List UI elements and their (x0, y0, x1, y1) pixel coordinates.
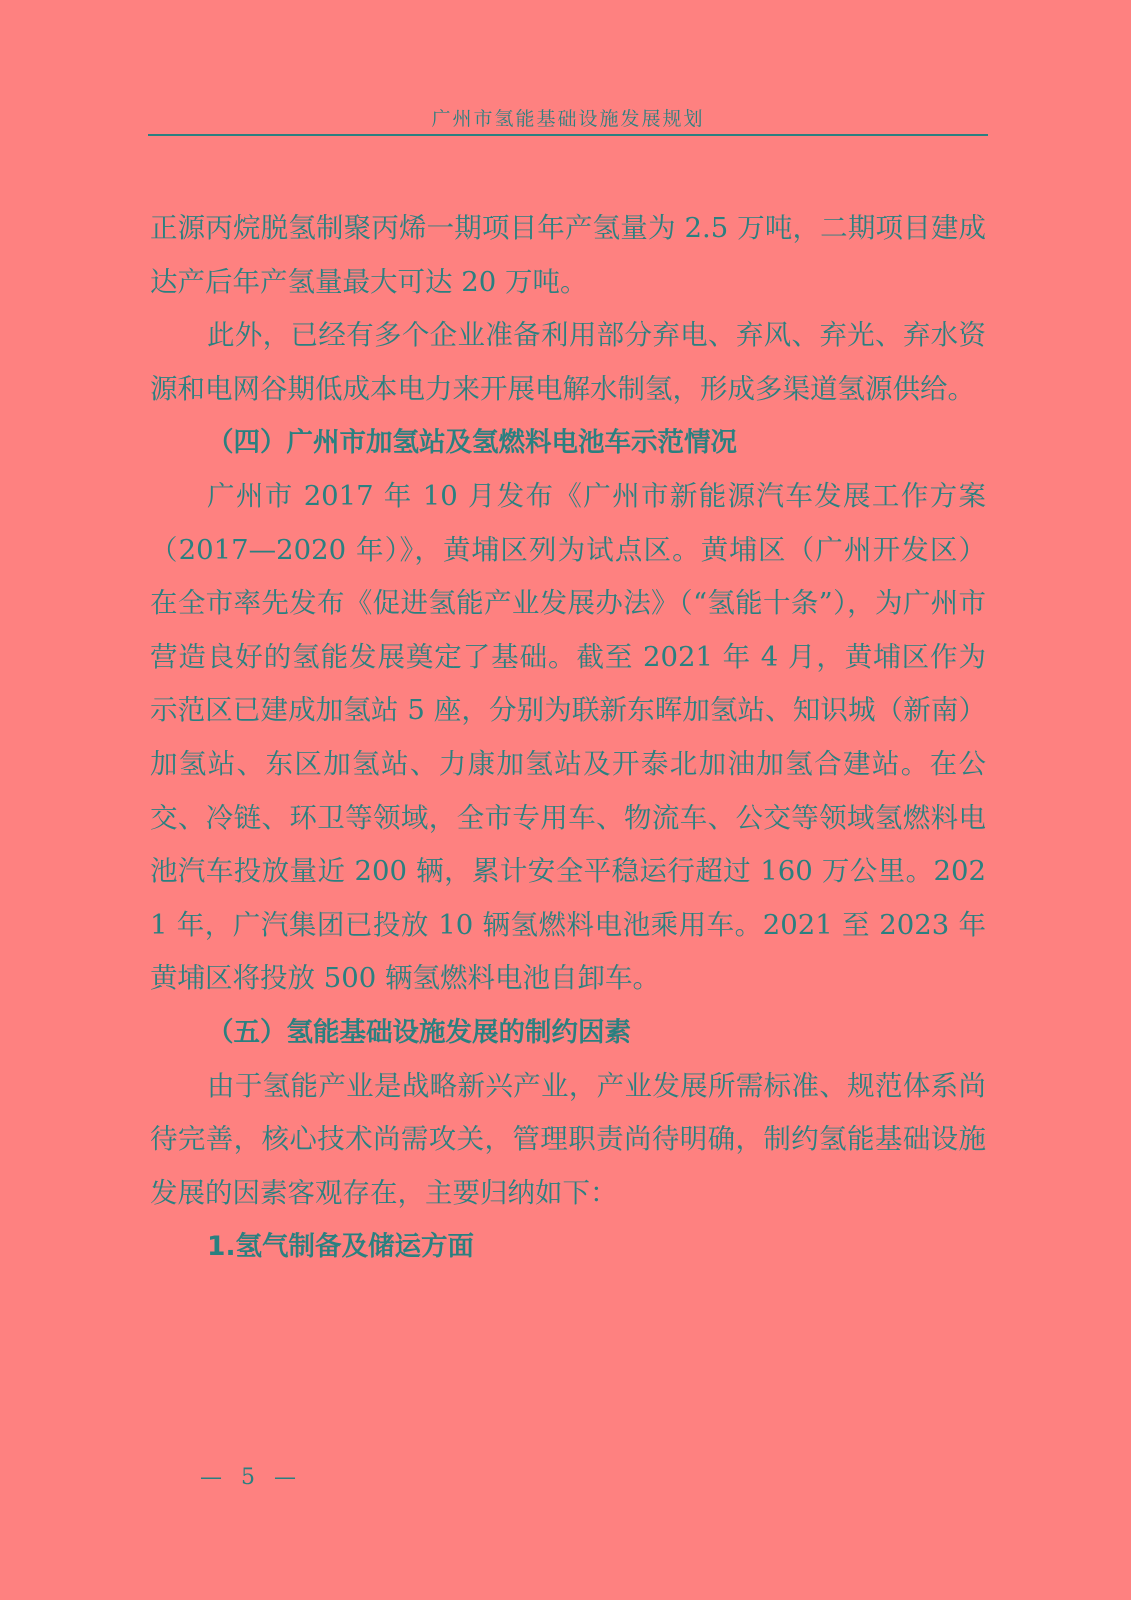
page-number: — 5 — (200, 1465, 302, 1490)
header-divider (148, 134, 988, 136)
body-text (150, 202, 986, 1274)
subsection-heading: 1.氢气制备及储运方面 (207, 1231, 475, 1263)
paragraph: 广州市 2017 年 10 月发布《广州市新能源汽车发展工作方案（2017—2020 年）》，黄埔区列为试点区。黄埔区（广州开发区）在全市率先发布《促进氢能产业发展办法》（“氢能十条”），为广州市营造良好的氢能发展奠定了基础。截至 2021 年 4 月，黄埔区作为示范区已建成加氢站 5 座，分别为联新东晖加氢站、知识城（新南）加氢站、东区加氢站、力康加氢站及开泰北加油加氢合建站。在公交、冷链、环卫等领域，全市专用车、物流车、公交等领域氢燃料电池汽车投放量近 200 辆，累计安全平稳运行超过 160 万公里。2021 年，广汽集团已投放 10 辆氢燃料电池乘用车。2021 至 2023 年黄埔区将投放 500 辆氢燃料电池自卸车。 (150, 479, 986, 995)
section-heading: （五）氢能基础设施发展的制约因素 (207, 1016, 631, 1048)
paragraph: 由于氢能产业是战略新兴产业，产业发展所需标准、规范体系尚待完善，核心技术尚需攻关，管理职责尚待明确，制约氢能基础设施发展的因素客观存在，主要归纳如下： (150, 1069, 986, 1209)
section-heading: （四）广州市加氢站及氢燃料电池车示范情况 (207, 427, 737, 459)
paragraph-continued: 正源丙烷脱氢制聚丙烯一期项目年产氢量为 2.5 万吨，二期项目建成达产后年产氢量最大可达 20 万吨。 (150, 212, 986, 298)
paragraph: 此外，已经有多个企业准备利用部分弃电、弃风、弃光、弃水资源和电网谷期低成本电力来开展电解水制氢，形成多渠道氢源供给。 (150, 319, 986, 405)
running-header: 广州市氢能基础设施发展规划 (431, 108, 705, 130)
